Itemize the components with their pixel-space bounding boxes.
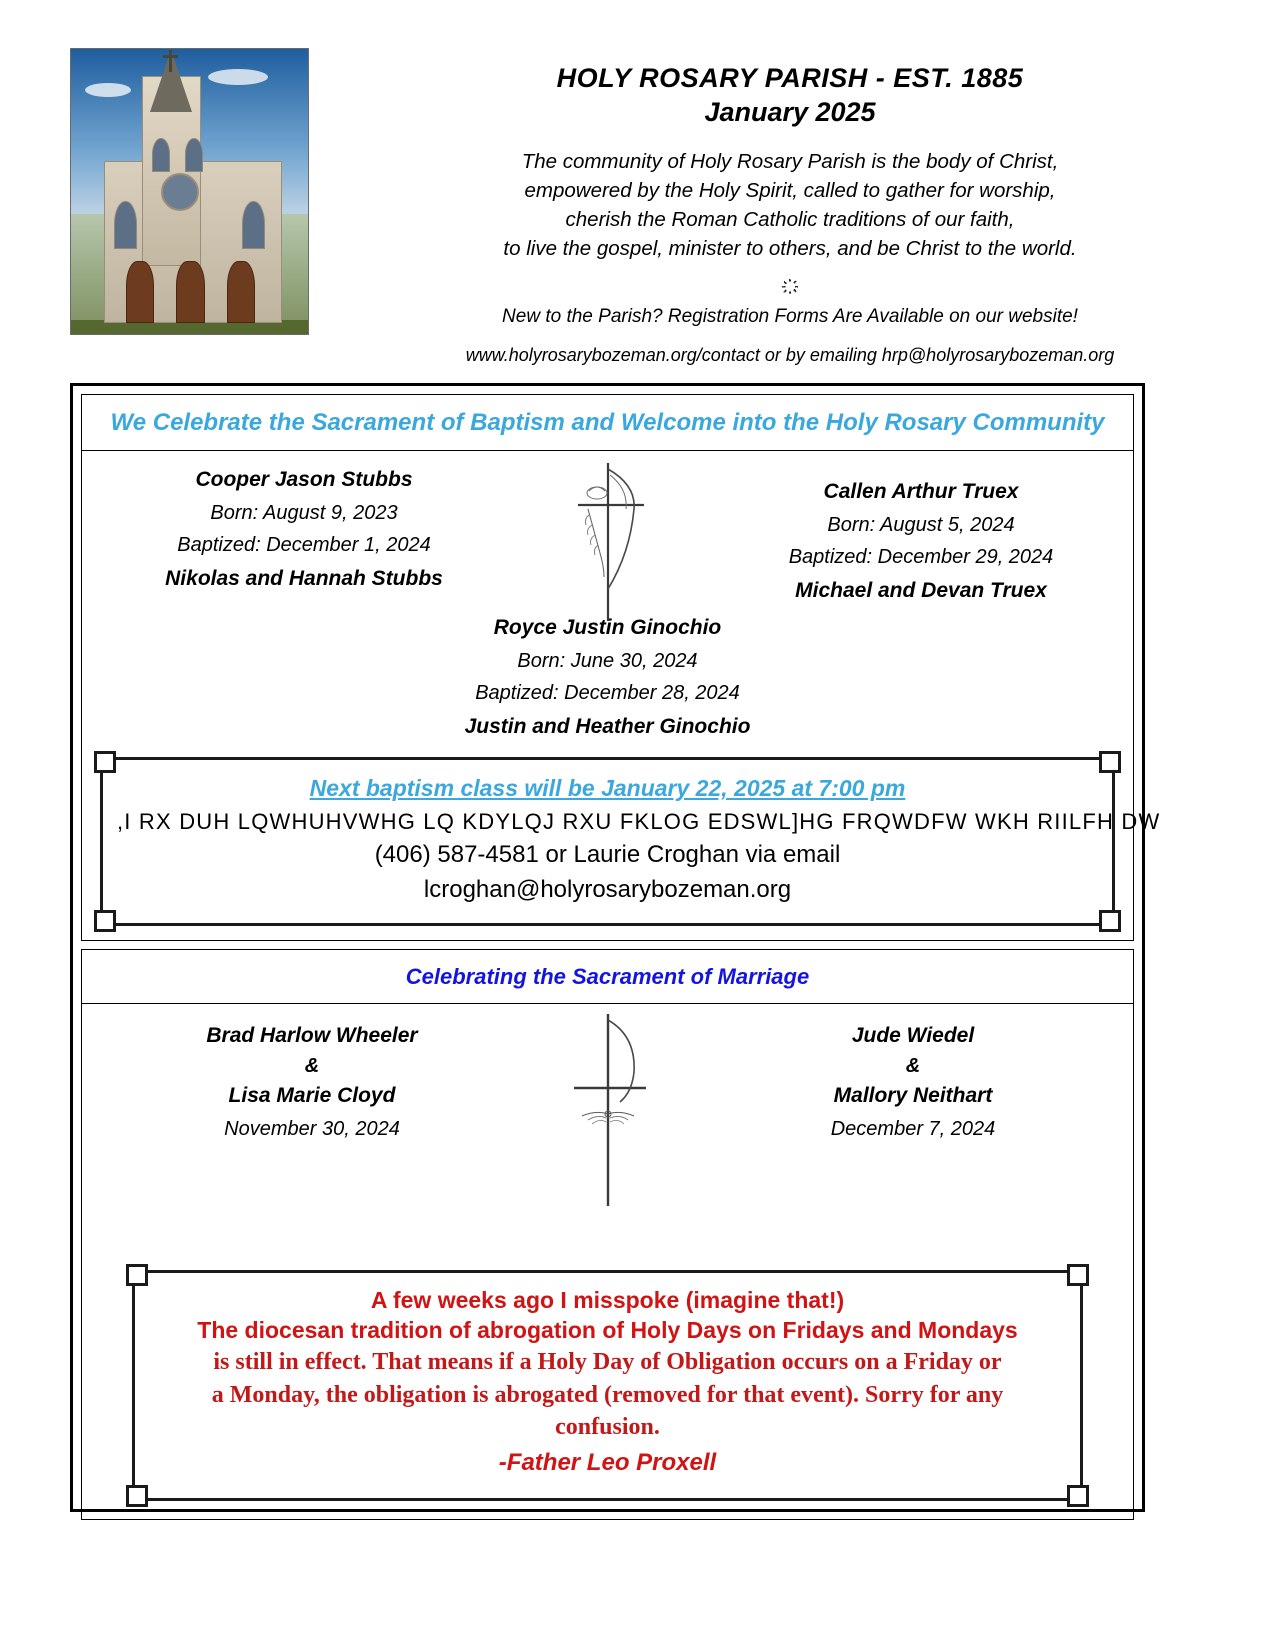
spouse-name: Lisa Marie Cloyd xyxy=(228,1084,396,1108)
baptism-section xyxy=(81,394,1161,941)
box-corner-ornament xyxy=(1067,1264,1089,1286)
photo-window xyxy=(152,138,171,171)
baptism-section-title: We Celebrate the Sacrament of Baptism and Welcome into the Holy Rosary Community xyxy=(82,395,1133,451)
box-corner-ornament xyxy=(1099,751,1121,773)
baptism-class-garbled-text: ,I RX DUH LQWHUHVWHG LQ KDYLQJ RXU FKLOG EDSWL]HG FRQWDFW WKH RIILFH DW xyxy=(117,809,1161,835)
baptism-baptized-date: Baptized: December 28, 2024 xyxy=(475,682,740,705)
baptism-class-headline: Next baptism class will be January 22, 2025 at 7:00 pm xyxy=(309,775,906,802)
marriage-entries xyxy=(82,1004,1133,1248)
baptism-child-name: Cooper Jason Stubbs xyxy=(195,468,413,491)
marriage-couple xyxy=(713,1020,1133,1145)
notice-line: A few weeks ago I misspoke (imagine that!) xyxy=(370,1286,845,1313)
baptism-parents: Justin and Heather Ginochio xyxy=(464,715,751,739)
church-photo xyxy=(70,48,309,335)
box-corner-ornament xyxy=(94,910,116,932)
marriage-date: November 30, 2024 xyxy=(224,1117,400,1140)
baptism-entry xyxy=(82,463,504,597)
baptism-child-name: Callen Arthur Truex xyxy=(823,480,1019,503)
baptism-born-date: Born: June 30, 2024 xyxy=(517,649,698,672)
spouse-name: Mallory Neithart xyxy=(833,1084,993,1108)
photo-cloud xyxy=(208,69,268,85)
spouse-name: Brad Harlow Wheeler xyxy=(206,1023,418,1047)
marriage-couple xyxy=(82,1020,512,1145)
box-corner-ornament xyxy=(126,1264,148,1286)
mission-line: empowered by the Holy Spirit, called to gather for worship, xyxy=(524,179,1056,203)
baptism-cross-icon xyxy=(548,457,668,627)
photo-cross-icon xyxy=(169,50,172,72)
marriage-section-title: Celebrating the Sacrament of Marriage xyxy=(82,950,1133,1004)
ampersand: & xyxy=(905,1055,921,1078)
baptism-baptized-date: Baptized: December 29, 2024 xyxy=(788,545,1054,568)
photo-door xyxy=(126,261,154,323)
ornamental-divider xyxy=(343,277,1237,294)
bulletin-main-frame xyxy=(70,383,1161,1512)
marriage-section xyxy=(81,949,1134,1521)
mission-line: The community of Holy Rosary Parish is the body of Christ, xyxy=(521,150,1059,174)
issue-month: January 2025 xyxy=(704,96,876,127)
baptism-entry xyxy=(721,463,1133,609)
photo-door xyxy=(176,261,204,323)
photo-window xyxy=(114,201,137,249)
baptism-parents: Nikolas and Hannah Stubbs xyxy=(165,567,443,591)
notice-line: confusion. xyxy=(555,1414,660,1441)
mission-line: cherish the Roman Catholic traditions of our faith, xyxy=(565,208,1015,232)
parish-contact-line: www.holyrosarybozeman.org/contact or by emailing hrp@holyrosarybozeman.org xyxy=(465,345,1115,366)
baptism-class-box xyxy=(100,757,1161,926)
box-corner-ornament xyxy=(1067,1485,1089,1507)
marriage-cross-icon xyxy=(548,1010,668,1210)
notice-signature: -Father Leo Proxell xyxy=(498,1449,717,1477)
header-text-block xyxy=(309,48,1237,380)
marriage-date: December 7, 2024 xyxy=(830,1117,996,1140)
spouse-name: Jude Wiedel xyxy=(851,1023,975,1047)
baptism-entry xyxy=(408,611,808,745)
baptism-entries xyxy=(82,451,1161,940)
notice-line: a Monday, the obligation is abrogated (removed for that event). Sorry for any xyxy=(211,1381,1004,1408)
baptism-born-date: Born: August 9, 2023 xyxy=(210,501,398,524)
baptism-parents: Michael and Devan Truex xyxy=(795,579,1047,603)
new-to-parish-text: New to the Parish? Registration Forms Are Available on our website! xyxy=(502,306,1078,328)
ampersand: & xyxy=(304,1055,320,1078)
box-corner-ornament xyxy=(126,1485,148,1507)
mission-line: to live the gospel, minister to others, and be Christ to the world. xyxy=(503,237,1077,261)
baptism-baptized-date: Baptized: December 1, 2024 xyxy=(177,533,431,556)
box-corner-ornament xyxy=(94,751,116,773)
photo-window xyxy=(185,138,204,171)
photo-door xyxy=(227,261,255,323)
baptism-class-phone: (406) 587-4581 or Laurie Croghan via email xyxy=(374,841,841,869)
baptism-born-date: Born: August 5, 2024 xyxy=(827,513,1015,536)
box-corner-ornament xyxy=(1099,910,1121,932)
pastor-notice-box xyxy=(132,1270,1083,1502)
page-title: HOLY ROSARY PARISH - EST. 1885 xyxy=(556,63,1024,93)
bulletin-header xyxy=(0,0,1275,380)
notice-line: is still in effect. That means if a Holy Day of Obligation occurs on a Friday or xyxy=(213,1349,1002,1376)
baptism-class-email: lcroghan@holyrosarybozeman.org xyxy=(423,875,792,903)
notice-line: The diocesan tradition of abrogation of Holy Days on Fridays and Mondays xyxy=(197,1317,1018,1344)
photo-window xyxy=(242,201,265,249)
baptism-child-name: Royce Justin Ginochio xyxy=(493,616,722,640)
mission-statement xyxy=(343,147,1237,263)
